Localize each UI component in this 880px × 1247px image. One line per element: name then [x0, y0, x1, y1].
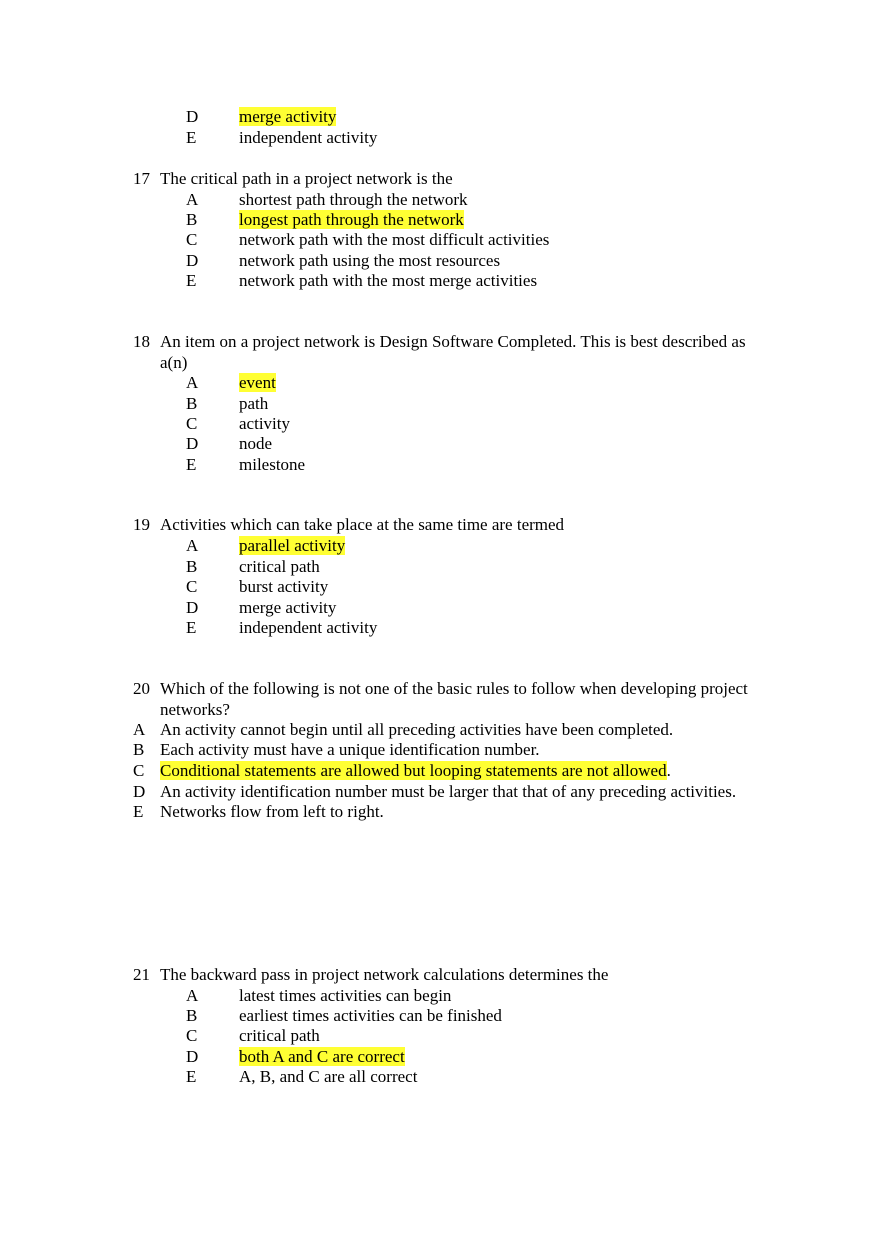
answer-highlight: event	[239, 373, 276, 392]
option-letter: C	[186, 1026, 198, 1045]
option-text	[239, 107, 336, 127]
option-text: independent activity	[239, 128, 378, 147]
option-text: path	[239, 394, 269, 413]
question-number: 18	[133, 332, 150, 351]
option-letter: E	[186, 1067, 197, 1086]
option-text: network path using the most resources	[239, 251, 501, 270]
answer-highlight: merge activity	[239, 107, 337, 126]
option-letter: B	[186, 394, 198, 413]
option-text: critical path	[239, 557, 320, 576]
answer-highlight: longest path through the network	[239, 210, 464, 229]
question-text-continued: networks?	[160, 700, 230, 719]
option-letter: C	[186, 577, 198, 596]
question-number: 17	[133, 169, 150, 188]
option-letter: A	[186, 190, 199, 209]
option-text: latest times activities can begin	[239, 986, 452, 1005]
answer-highlight: both A and C are correct	[239, 1047, 405, 1066]
question-number: 21	[133, 965, 150, 984]
option-suffix: .	[666, 761, 671, 780]
option-text: activity	[239, 414, 290, 433]
question-text-continued: a(n)	[160, 353, 188, 372]
option-letter: E	[186, 618, 197, 637]
option-text	[239, 536, 345, 556]
option-letter: B	[186, 1006, 198, 1025]
question-number: 20	[133, 679, 150, 698]
option-letter: C	[186, 230, 198, 249]
option-text: network path with the most difficult activities	[239, 230, 550, 249]
option-text: burst activity	[239, 577, 329, 596]
option-text	[239, 210, 464, 230]
question-number: 19	[133, 515, 150, 534]
option-text: Networks flow from left to right.	[160, 802, 384, 821]
answer-highlight: parallel activity	[239, 536, 346, 555]
question-text: Activities which can take place at the same time are termed	[160, 515, 565, 534]
question-text: The critical path in a project network is the	[160, 169, 453, 188]
option-letter: D	[186, 251, 199, 270]
option-letter: E	[133, 802, 144, 821]
option-text	[239, 373, 276, 393]
option-text: shortest path through the network	[239, 190, 468, 209]
option-letter: D	[186, 1047, 199, 1066]
option-letter: C	[133, 761, 145, 780]
option-text: milestone	[239, 455, 306, 474]
option-letter: E	[186, 271, 197, 290]
option-text: An activity identification number must be larger that that of any preceding activities.	[160, 782, 737, 801]
option-letter: C	[186, 414, 198, 433]
option-letter: B	[133, 740, 145, 759]
option-letter: E	[186, 455, 197, 474]
question-text: An item on a project network is Design Software Completed. This is best described as	[160, 332, 746, 351]
option-text	[239, 1047, 405, 1067]
option-text: Each activity must have a unique identification number.	[160, 740, 540, 759]
option-letter: A	[133, 720, 146, 739]
option-letter: A	[186, 373, 199, 392]
option-text: earliest times activities can be finished	[239, 1006, 502, 1025]
option-text: A, B, and C are all correct	[239, 1067, 418, 1086]
question-text: The backward pass in project network calculations determines the	[160, 965, 609, 984]
option-text: critical path	[239, 1026, 320, 1045]
option-letter: A	[186, 536, 199, 555]
option-text: An activity cannot begin until all preceding activities have been completed.	[160, 720, 674, 739]
option-letter: D	[186, 107, 199, 126]
option-letter: B	[186, 210, 198, 229]
option-text: independent activity	[239, 618, 378, 637]
option-letter: D	[186, 598, 199, 617]
option-letter: B	[186, 557, 198, 576]
option-letter: D	[186, 434, 199, 453]
option-letter: E	[186, 128, 197, 147]
option-text: node	[239, 434, 273, 453]
question-text: Which of the following is not one of the basic rules to follow when developing project	[160, 679, 748, 698]
option-text	[160, 761, 671, 781]
answer-highlight: Conditional statements are allowed but looping statements are not allowed	[160, 761, 667, 780]
option-letter: D	[133, 782, 146, 801]
option-text: network path with the most merge activities	[239, 271, 538, 290]
option-letter: A	[186, 986, 199, 1005]
option-text: merge activity	[239, 598, 337, 617]
